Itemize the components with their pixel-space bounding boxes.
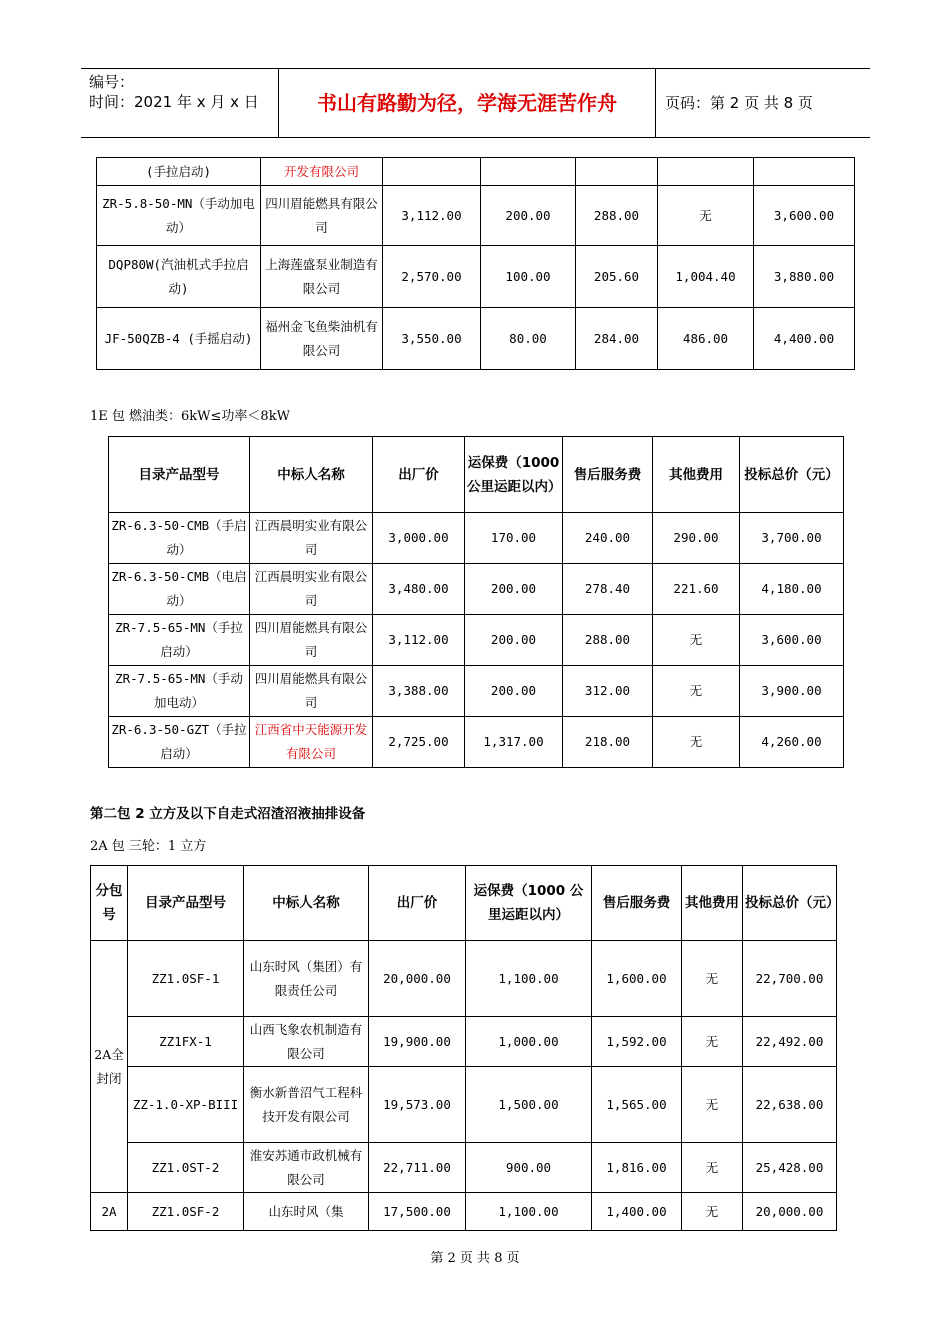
- service-fee-cell: 278.40: [563, 564, 653, 615]
- model-cell: ZZ-1.0-XP-BIII: [128, 1067, 244, 1143]
- other-fee-cell: 290.00: [653, 513, 740, 564]
- section-2a-label: 2A 包 三轮：1 立方: [90, 839, 207, 854]
- table-row: [109, 564, 844, 615]
- total-price-cell: 22,700.00: [743, 941, 837, 1017]
- service-fee-cell: [576, 158, 658, 186]
- column-header: 其他费用: [653, 437, 740, 513]
- total-price-cell: 4,260.00: [740, 717, 844, 768]
- winner-cell: 山东时风（集: [244, 1193, 369, 1231]
- model-cell: ZR-6.3-50-CMB（电启动）: [109, 564, 250, 615]
- shipping-cell: 1,100.00: [466, 941, 592, 1017]
- winner-cell: 福州金飞鱼柴油机有限公司: [261, 308, 383, 370]
- shipping-cell: 1,100.00: [466, 1193, 592, 1231]
- model-cell: ZZ1.0ST-2: [128, 1143, 244, 1193]
- service-fee-cell: 218.00: [563, 717, 653, 768]
- other-fee-cell: 486.00: [658, 308, 754, 370]
- other-fee-cell: 无: [653, 666, 740, 717]
- column-header: 中标人名称: [250, 437, 373, 513]
- factory-price-cell: 19,900.00: [369, 1017, 466, 1067]
- table-row: [97, 308, 855, 370]
- factory-price-cell: 19,573.00: [369, 1067, 466, 1143]
- model-cell: JF-50QZB-4 (手摇启动): [97, 308, 261, 370]
- total-price-cell: 22,492.00: [743, 1017, 837, 1067]
- model-cell: ZZ1.0SF-1: [128, 941, 244, 1017]
- column-header: 投标总价（元）: [743, 866, 837, 941]
- other-fee-cell: 无: [682, 1193, 743, 1231]
- service-fee-cell: 1,816.00: [592, 1143, 682, 1193]
- model-cell: ZZ1FX-1: [128, 1017, 244, 1067]
- other-fee-cell: 221.60: [653, 564, 740, 615]
- factory-price-cell: 2,570.00: [383, 246, 481, 308]
- shipping-cell: 200.00: [481, 186, 576, 246]
- winner-cell: 四川眉能燃具有限公司: [250, 666, 373, 717]
- section-2-title: 第二包 2 立方及以下自走式沼渣沼液抽排设备: [90, 806, 366, 822]
- winner-cell: 衡水新普沼气工程科技开发有限公司: [244, 1067, 369, 1143]
- service-fee-cell: 284.00: [576, 308, 658, 370]
- factory-price-cell: 3,112.00: [373, 615, 465, 666]
- total-price-cell: 4,400.00: [754, 308, 855, 370]
- service-fee-cell: 1,600.00: [592, 941, 682, 1017]
- total-price-cell: 4,180.00: [740, 564, 844, 615]
- shipping-cell: 170.00: [465, 513, 563, 564]
- table-row: [97, 158, 855, 186]
- subpackage-cell: 2A: [91, 1193, 128, 1231]
- winner-cell: 上海莲盛泵业制造有限公司: [261, 246, 383, 308]
- header-motto: 书山有路勤为径，学海无涯苦作舟: [279, 69, 656, 137]
- column-header: 中标人名称: [244, 866, 369, 941]
- column-header: 出厂价: [369, 866, 466, 941]
- factory-price-cell: 17,500.00: [369, 1193, 466, 1231]
- table-row: [109, 615, 844, 666]
- column-header: 分包号: [91, 866, 128, 941]
- other-fee-cell: 无: [682, 1143, 743, 1193]
- factory-price-cell: 3,112.00: [383, 186, 481, 246]
- subpackage-cell: 2A全封闭: [91, 941, 128, 1193]
- factory-price-cell: 2,725.00: [373, 717, 465, 768]
- winner-cell: 山西飞象农机制造有限公司: [244, 1017, 369, 1067]
- other-fee-cell: 无: [653, 615, 740, 666]
- winner-cell: 四川眉能燃具有限公司: [250, 615, 373, 666]
- table-continued: [96, 157, 855, 370]
- section-1e-label: 1E 包 燃油类：6kW≤功率＜8kW: [90, 409, 290, 424]
- total-price-cell: 3,900.00: [740, 666, 844, 717]
- factory-price-cell: 22,711.00: [369, 1143, 466, 1193]
- doc-number-label: 编号：: [89, 73, 135, 91]
- shipping-cell: 80.00: [481, 308, 576, 370]
- other-fee-cell: 无: [682, 1017, 743, 1067]
- doc-date: 时间：2021 年 x 月 x 日: [89, 93, 259, 111]
- factory-price-cell: 3,000.00: [373, 513, 465, 564]
- column-header: 其他费用: [682, 866, 743, 941]
- factory-price-cell: 20,000.00: [369, 941, 466, 1017]
- winner-cell: 淮安苏通市政机械有限公司: [244, 1143, 369, 1193]
- column-header: 出厂价: [373, 437, 465, 513]
- factory-price-cell: 3,388.00: [373, 666, 465, 717]
- service-fee-cell: 240.00: [563, 513, 653, 564]
- shipping-cell: 100.00: [481, 246, 576, 308]
- header-left: [81, 69, 279, 137]
- other-fee-cell: 无: [653, 717, 740, 768]
- table-row: [91, 1143, 837, 1193]
- column-header: 运保费（1000 公里运距以内）: [465, 437, 563, 513]
- shipping-cell: 200.00: [465, 666, 563, 717]
- factory-price-cell: 3,480.00: [373, 564, 465, 615]
- shipping-cell: 200.00: [465, 615, 563, 666]
- service-fee-cell: 1,400.00: [592, 1193, 682, 1231]
- service-fee-cell: 288.00: [563, 615, 653, 666]
- header-page-number: 页码：第 2 页 共 8 页: [665, 94, 813, 112]
- shipping-cell: 900.00: [466, 1143, 592, 1193]
- shipping-cell: [481, 158, 576, 186]
- total-price-cell: 22,638.00: [743, 1067, 837, 1143]
- table-row: [97, 186, 855, 246]
- other-fee-cell: 无: [682, 941, 743, 1017]
- column-header: 目录产品型号: [109, 437, 250, 513]
- winner-cell: 江西晨明实业有限公司: [250, 564, 373, 615]
- other-fee-cell: 无: [658, 186, 754, 246]
- shipping-cell: 1,000.00: [466, 1017, 592, 1067]
- winner-cell: 四川眉能燃具有限公司: [261, 186, 383, 246]
- model-cell: ZZ1.0SF-2: [128, 1193, 244, 1231]
- table-row: [109, 717, 844, 768]
- column-header: 售后服务费: [563, 437, 653, 513]
- winner-cell: 开发有限公司: [261, 158, 383, 186]
- total-price-cell: 20,000.00: [743, 1193, 837, 1231]
- shipping-cell: 1,317.00: [465, 717, 563, 768]
- total-price-cell: 25,428.00: [743, 1143, 837, 1193]
- shipping-cell: 200.00: [465, 564, 563, 615]
- page-header: [81, 68, 870, 138]
- service-fee-cell: 312.00: [563, 666, 653, 717]
- total-price-cell: 3,600.00: [754, 186, 855, 246]
- service-fee-cell: 205.60: [576, 246, 658, 308]
- table-row: [91, 1017, 837, 1067]
- table-row: [109, 666, 844, 717]
- model-cell: ZR-5.8-50-MN（手动加电动）: [97, 186, 261, 246]
- total-price-cell: 3,880.00: [754, 246, 855, 308]
- model-cell: ZR-7.5-65-MN（手拉启动）: [109, 615, 250, 666]
- service-fee-cell: 1,592.00: [592, 1017, 682, 1067]
- table-row: [91, 1067, 837, 1143]
- model-cell: ZR-6.3-50-CMB（手启动）: [109, 513, 250, 564]
- total-price-cell: [754, 158, 855, 186]
- table-row: [97, 246, 855, 308]
- table-1e: [108, 436, 844, 768]
- other-fee-cell: 1,004.40: [658, 246, 754, 308]
- model-cell: ZR-7.5-65-MN（手动加电动）: [109, 666, 250, 717]
- table-row: [91, 941, 837, 1017]
- model-cell: (手拉启动): [97, 158, 261, 186]
- model-cell: DQP80W(汽油机式手拉启动): [97, 246, 261, 308]
- column-header: 售后服务费: [592, 866, 682, 941]
- service-fee-cell: 1,565.00: [592, 1067, 682, 1143]
- total-price-cell: 3,700.00: [740, 513, 844, 564]
- shipping-cell: 1,500.00: [466, 1067, 592, 1143]
- service-fee-cell: 288.00: [576, 186, 658, 246]
- table-row: [91, 1193, 837, 1231]
- model-cell: ZR-6.3-50-GZT（手拉启动）: [109, 717, 250, 768]
- total-price-cell: 3,600.00: [740, 615, 844, 666]
- factory-price-cell: 3,550.00: [383, 308, 481, 370]
- other-fee-cell: 无: [682, 1067, 743, 1143]
- column-header: 目录产品型号: [128, 866, 244, 941]
- winner-cell: 山东时风（集团）有限责任公司: [244, 941, 369, 1017]
- column-header: 投标总价（元）: [740, 437, 844, 513]
- table-row: [109, 513, 844, 564]
- column-header: 运保费（1000 公里运距以内）: [466, 866, 592, 941]
- winner-cell: 江西省中天能源开发有限公司: [250, 717, 373, 768]
- table-2a: [90, 865, 840, 1231]
- winner-cell: 江西晨明实业有限公司: [250, 513, 373, 564]
- other-fee-cell: [658, 158, 754, 186]
- factory-price-cell: [383, 158, 481, 186]
- page-footer: 第 2 页 共 8 页: [430, 1251, 520, 1266]
